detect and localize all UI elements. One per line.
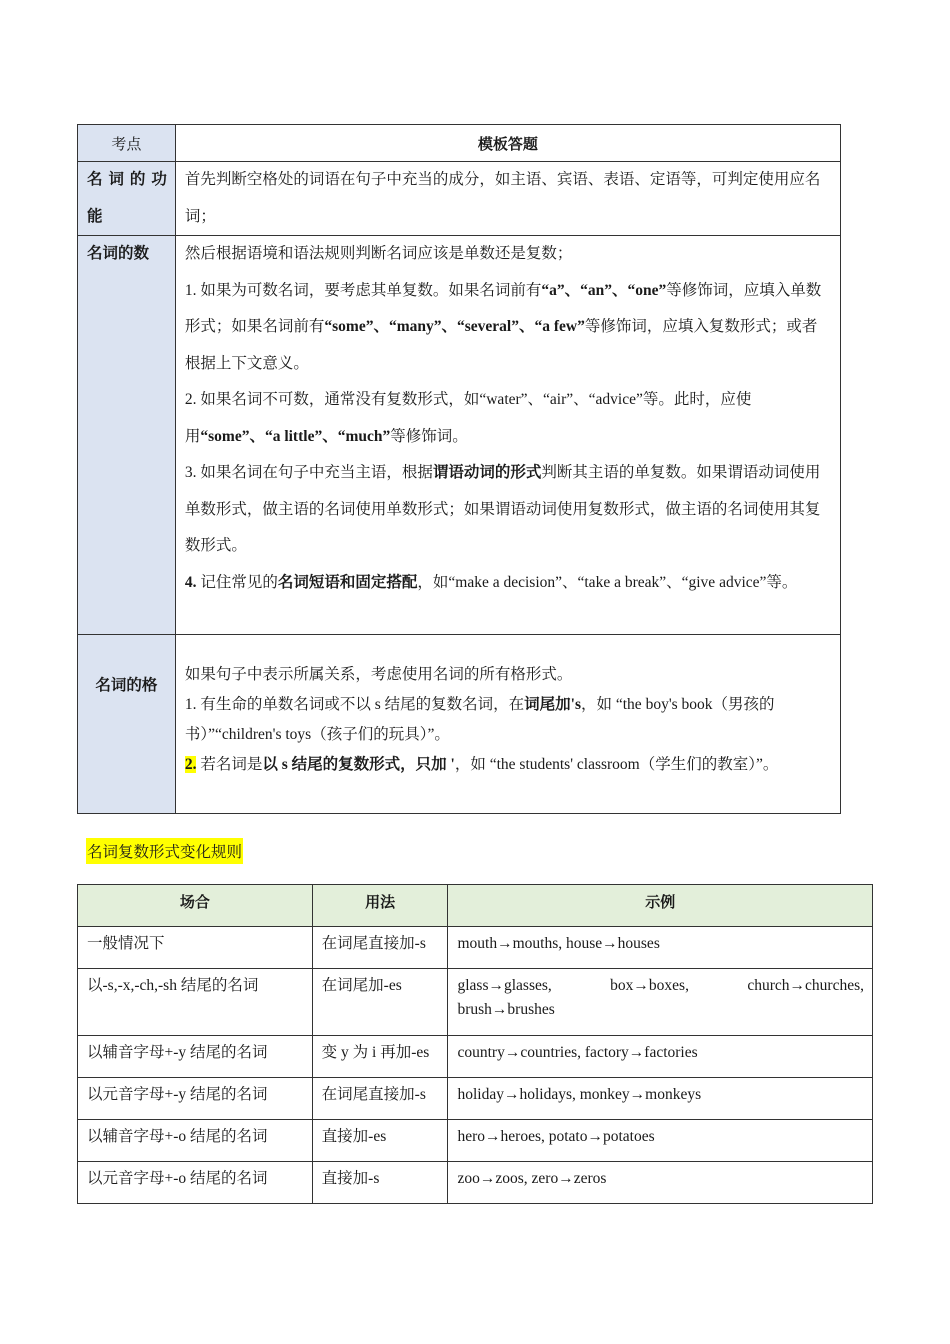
noun-number-point-2: 2. 如果名词不可数，通常没有复数形式，如“water”、“air”、“advice”等。此时，应使用“some”、“a little”、“much”等修饰词。 [184,391,752,445]
noun-function-text: 首先判断空格处的词语在句子中充当的成分，如主语、宾语、表语、定语等，可判定使用应名词； [184,171,821,225]
table-row [78,1120,873,1162]
row-occasion: 以元音字母+-y 结尾的名词 [78,1078,313,1120]
label-noun-number: 名词的数 [87,245,150,262]
row-usage: 在词尾直接加-s [312,1078,448,1120]
noun-number-point-1: 1. 如果为可数名词，要考虑其单复数。如果名词前有“a”、“an”、“one”等修饰词，应填入单数形式；如果名词前有“some”、“many”、“several”、“a few”等修饰词，应填入复数形式；或者根据上下文意义。 [184,281,822,372]
table-row [78,969,873,1036]
header-kaodian: 考点 [78,125,176,162]
row-example: country→countries, factory→factories [448,1036,873,1078]
plural-rules-table [77,884,873,1204]
plural-table-header [78,885,873,927]
noun-number-point-4: 4. 记住常见的名词短语和固定搭配，如“make a decision”、“take a break”、“give advice”等。 [184,573,798,591]
header-example: 示例 [448,885,873,927]
label-noun-function: 名 词 的 功 能 [87,171,167,225]
row-usage: 直接加-s [312,1162,448,1204]
noun-number-intro: 然后根据语境和语法规则判断名词应该是单数还是复数； [184,245,573,262]
table-header-row [78,125,841,162]
row-occasion: 以-s,-x,-ch,-sh 结尾的名词 [78,969,313,1036]
row-example: mouth→mouths, house→houses [448,927,873,969]
row-occasion: 以辅音字母+-o 结尾的名词 [78,1120,313,1162]
row-usage: 变 y 为 i 再加-es [312,1036,448,1078]
row-example: hero→heroes, potato→potatoes [448,1120,873,1162]
row-noun-number [78,236,841,635]
row-usage: 直接加-es [312,1120,448,1162]
header-template: 模板答题 [175,125,840,162]
noun-possessive-point-1: 1. 有生命的单数名词或不以 s 结尾的复数名词，在词尾加's，如 “the boy's book（男孩的书）”“children's toys（孩子们的玩具）”。 [184,696,775,743]
header-usage: 用法 [312,885,448,927]
table-row [78,1036,873,1078]
row-usage: 在词尾加-es [312,969,448,1036]
plural-rules-title: 名词复数形式变化规则 [86,838,243,864]
table-row [78,1162,873,1204]
table-row [78,1078,873,1120]
noun-number-point-3: 3. 如果名词在句子中充当主语，根据谓语动词的形式判断其主语的单复数。如果谓语动词使用单数形式，做主语的名词使用单数形式；如果谓语动词使用复数形式，做主语的名词使用其复数形式。 [184,464,821,554]
row-example: glass→glasses, box→boxes, church→churches, brush→brushes [448,969,873,1036]
row-example: zoo→zoos, zero→zeros [448,1162,873,1204]
grammar-template-table [77,124,841,814]
row-noun-possessive [78,635,841,814]
label-noun-possessive: 名词的格 [95,677,158,694]
header-occasion: 场合 [78,885,313,927]
noun-possessive-point-2: 2. 若名词是以 s 结尾的复数形式，只加 '，如 “the students' classroom（学生们的教室）”。 [184,756,779,773]
row-usage: 在词尾直接加-s [312,927,448,969]
row-example: holiday→holidays, monkey→monkeys [448,1078,873,1120]
highlighted-number: 2. [184,756,197,773]
row-occasion: 以元音字母+-o 结尾的名词 [78,1162,313,1204]
table-row [78,927,873,969]
row-noun-function [78,162,841,236]
noun-possessive-intro: 如果句子中表示所属关系，考虑使用名词的所有格形式。 [184,666,573,683]
row-occasion: 以辅音字母+-y 结尾的名词 [78,1036,313,1078]
row-occasion: 一般情况下 [78,927,313,969]
